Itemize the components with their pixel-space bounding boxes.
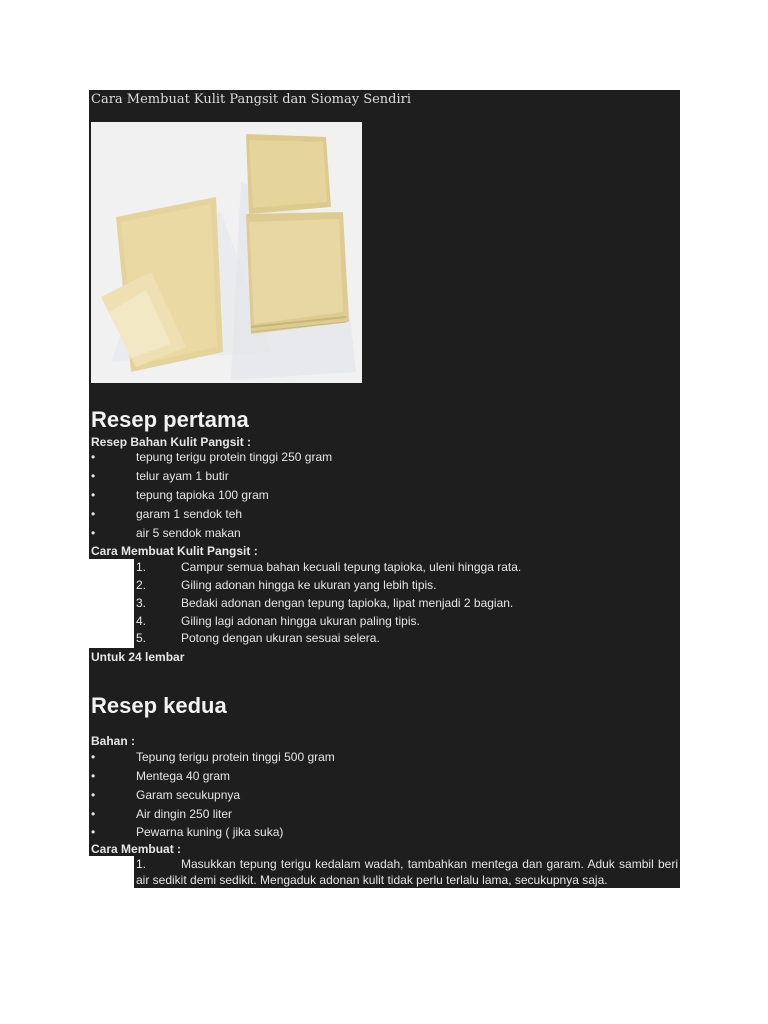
recipe2-step bbox=[136, 856, 678, 888]
recipe1-step bbox=[136, 596, 676, 612]
bullet: • bbox=[91, 488, 96, 502]
recipe1-heading: Resep pertama bbox=[91, 407, 249, 432]
bullet: • bbox=[91, 750, 96, 764]
recipe2-ingredient bbox=[91, 769, 611, 787]
step-text: Potong dengan ukuran sesuai selera. bbox=[181, 631, 380, 645]
bullet: • bbox=[91, 507, 96, 521]
recipe1-yield: Untuk 24 lembar bbox=[91, 650, 185, 664]
recipe2-ingredient bbox=[91, 825, 611, 843]
ingredient-text: telur ayam 1 butir bbox=[136, 469, 229, 483]
recipe1-ingredient bbox=[91, 507, 611, 525]
step-text: Masukkan tepung terigu kedalam wadah, tambahkan mentega dan garam. Aduk sambil beri air sedikit demi sedikit. Mengaduk adonan kulit tidak perlu terlalu lama, secukupnya saja. bbox=[136, 857, 678, 887]
bullet: • bbox=[91, 769, 96, 783]
step-text: Bedaki adonan dengan tepung tapioka, lipat menjadi 2 bagian. bbox=[181, 596, 514, 610]
step-text: Giling adonan hingga ke ukuran yang lebih tipis. bbox=[181, 578, 437, 592]
wonton-wrapper-illustration bbox=[91, 122, 362, 383]
step-number: 3. bbox=[136, 596, 147, 610]
recipe2-ingredients-label: Bahan : bbox=[91, 734, 136, 748]
recipe1-step bbox=[136, 578, 676, 594]
bullet: • bbox=[91, 469, 96, 483]
ingredient-text: Air dingin 250 liter bbox=[136, 807, 233, 821]
step-number: 4. bbox=[136, 614, 147, 628]
step-text: Giling lagi adonan hingga ukuran paling tipis. bbox=[181, 614, 420, 628]
recipe1-steps-label: Cara Membuat Kulit Pangsit : bbox=[91, 544, 258, 558]
ingredient-text: Tepung terigu protein tinggi 500 gram bbox=[136, 750, 335, 764]
ingredient-text: Pewarna kuning ( jika suka) bbox=[136, 825, 284, 839]
recipe1-step bbox=[136, 614, 676, 630]
page-title: Cara Membuat Kulit Pangsit dan Siomay Sendiri bbox=[91, 92, 412, 107]
ingredient-text: tepung terigu protein tinggi 250 gram bbox=[136, 450, 333, 464]
step-number: 1. bbox=[136, 560, 147, 574]
bullet: • bbox=[91, 450, 96, 464]
ingredient-text: air 5 sendok makan bbox=[136, 526, 241, 540]
bullet: • bbox=[91, 825, 96, 839]
step-number: 2. bbox=[136, 578, 147, 592]
step-text: Campur semua bahan kecuali tepung tapioka, uleni hingga rata. bbox=[181, 560, 522, 574]
bullet: • bbox=[91, 807, 96, 821]
recipe2-ingredient bbox=[91, 788, 611, 806]
step-number: 1. bbox=[136, 857, 147, 871]
recipe1-step bbox=[136, 631, 676, 647]
wonton-wrapper-photo bbox=[91, 122, 362, 383]
step-number: 5. bbox=[136, 631, 147, 645]
ingredient-text: tepung tapioka 100 gram bbox=[136, 488, 269, 502]
recipe2-steps-label: Cara Membuat : bbox=[91, 842, 182, 856]
recipe1-step bbox=[136, 560, 676, 576]
recipe1-ingredient bbox=[91, 450, 611, 468]
recipe2-heading: Resep kedua bbox=[91, 693, 227, 718]
bullet: • bbox=[91, 526, 96, 540]
ingredient-text: Garam secukupnya bbox=[136, 788, 241, 802]
recipe2-ingredient bbox=[91, 750, 611, 768]
recipe1-ingredient bbox=[91, 526, 611, 544]
recipe1-ingredient bbox=[91, 488, 611, 506]
recipe1-ingredients-label: Resep Bahan Kulit Pangsit : bbox=[91, 435, 252, 449]
recipe1-ingredient bbox=[91, 469, 611, 487]
bullet: • bbox=[91, 788, 96, 802]
recipe2-ingredient bbox=[91, 807, 611, 825]
ingredient-text: garam 1 sendok teh bbox=[136, 507, 243, 521]
ingredient-text: Mentega 40 gram bbox=[136, 769, 231, 783]
